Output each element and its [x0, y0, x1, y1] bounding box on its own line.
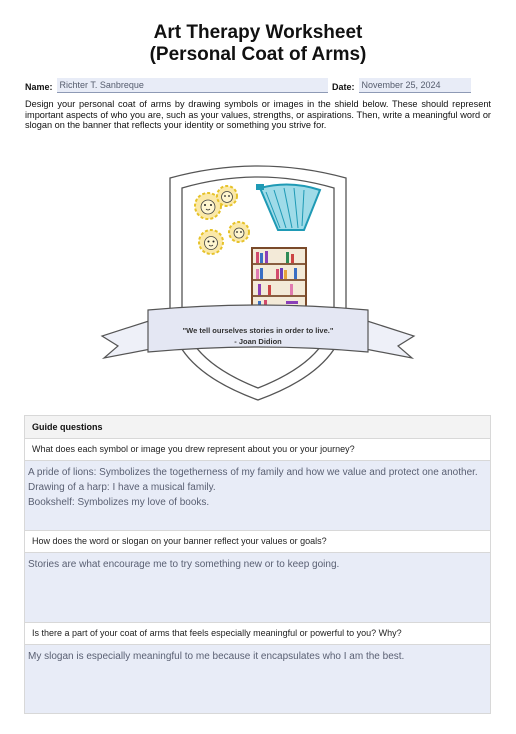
lion-face-icon	[229, 222, 249, 242]
guide-heading: Guide questions	[25, 416, 490, 439]
banner-quote: "We tell ourselves stories in order to live."	[182, 326, 334, 335]
date-row	[332, 77, 471, 93]
question-1: What does each symbol or image you drew represent about you or your journey?	[25, 439, 490, 461]
answer-1-line-1: A pride of lions: Symbolizes the togetherness of my family and how we value and protect one another.	[28, 467, 478, 478]
shield-drawing	[90, 160, 426, 404]
answer-2[interactable]	[25, 553, 490, 623]
date-label: Date:	[332, 82, 355, 92]
question-2: How does the word or slogan on your banner reflect your values or goals?	[25, 531, 490, 553]
bookshelf-icon	[252, 248, 306, 312]
answer-1-line-2: Drawing of a harp: I have a musical family.	[28, 482, 216, 493]
answer-2-line-1: Stories are what encourage me to try something new or to keep going.	[28, 559, 340, 570]
question-3: Is there a part of your coat of arms that feels especially meaningful or powerful to you? Why?	[25, 623, 490, 645]
answer-1[interactable]	[25, 461, 490, 531]
title-line-2: (Personal Coat of Arms)	[149, 44, 367, 65]
date-field[interactable]: November 25, 2024	[359, 78, 471, 93]
guide-questions-table	[24, 415, 491, 714]
banner-author: - Joan Didion	[234, 337, 282, 346]
name-label: Name:	[25, 82, 53, 92]
answer-3-line-1: My slogan is especially meaningful to me because it encapsulates who I am the best.	[28, 651, 405, 662]
lion-face-icon	[199, 230, 223, 254]
title-line-1: Art Therapy Worksheet	[153, 22, 363, 43]
answer-1-line-3: Bookshelf: Symbolizes my love of books.	[28, 497, 210, 508]
page-title	[0, 22, 516, 66]
name-row	[25, 77, 328, 93]
lion-face-icon	[217, 186, 237, 206]
name-field[interactable]: Richter T. Sanbreque	[57, 78, 328, 93]
coat-of-arms	[90, 160, 426, 404]
answer-3[interactable]	[25, 645, 490, 713]
instructions-text: Design your personal coat of arms by drawing symbols or images in the shield below. These should represent important aspects of who you are, such as your values, strengths, or aspirations. Then, write a meaningful word or slogan on the banner that reflects your identity or something you strive for.	[25, 99, 491, 130]
